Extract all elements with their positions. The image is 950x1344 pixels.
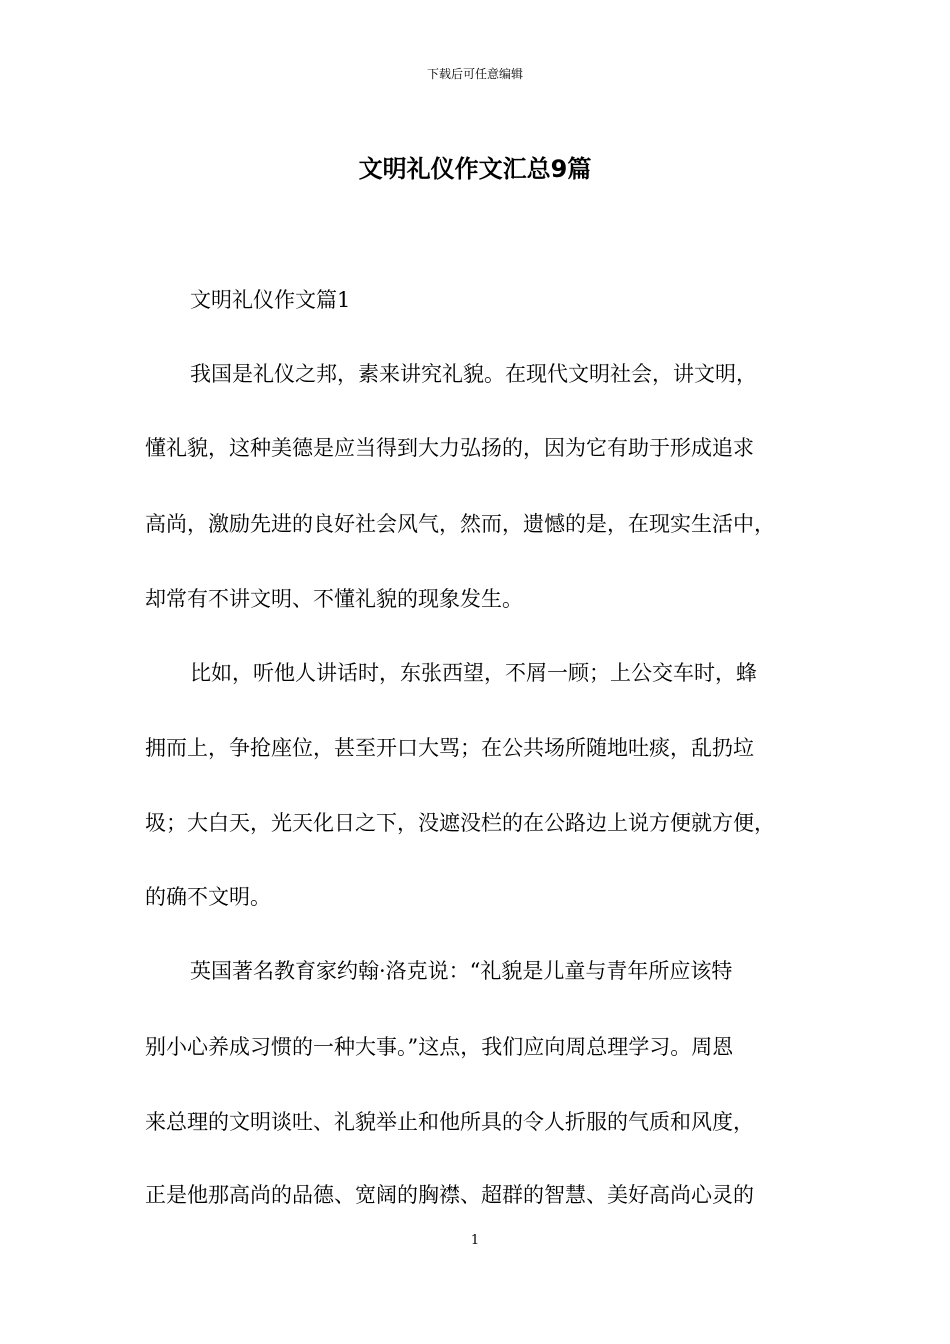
paragraph-line: 却常有不讲文明、不懂礼貌的现象发生。 [145, 587, 523, 611]
page-number: 1 [470, 1233, 480, 1248]
header-note: 下载后可任意编辑 [426, 67, 523, 81]
paragraph-line: 的确不文明。 [145, 885, 271, 909]
document-title: 文明礼仪作文汇总9篇 [358, 155, 592, 183]
paragraph-line: 英国著名教育家约翰·洛克说：“礼貌是儿童与青年所应该特 [190, 959, 733, 983]
paragraph-line: 别小心养成习惯的一种大事。”这点，我们应向周总理学习。周恩 [145, 1035, 734, 1059]
paragraph-line: 来总理的文明谈吐、礼貌举止和他所具的令人折服的气质和风度， [145, 1110, 754, 1134]
paragraph-line: 拥而上，争抢座位，甚至开口大骂；在公共场所随地吐痰，乱扔垃 [145, 736, 754, 760]
paragraph-line: 圾；大白天，光天化日之下，没遮没栏的在公路边上说方便就方便， [145, 811, 775, 835]
paragraph-line: 高尚，激励先进的良好社会风气，然而，遗憾的是，在现实生活中， [145, 512, 775, 536]
paragraph-line: 比如，听他人讲话时，东张西望，不屑一顾；上公交车时，蜂 [190, 661, 757, 685]
paragraph-line: 正是他那高尚的品德、宽阔的胸襟、超群的智慧、美好高尚心灵的 [145, 1183, 754, 1207]
paragraph-line: 懂礼貌，这种美德是应当得到大力弘扬的，因为它有助于形成追求 [145, 436, 754, 460]
paragraph-line: 我国是礼仪之邦，素来讲究礼貌。在现代文明社会，讲文明， [190, 362, 757, 386]
section-heading: 文明礼仪作文篇1 [190, 288, 351, 312]
